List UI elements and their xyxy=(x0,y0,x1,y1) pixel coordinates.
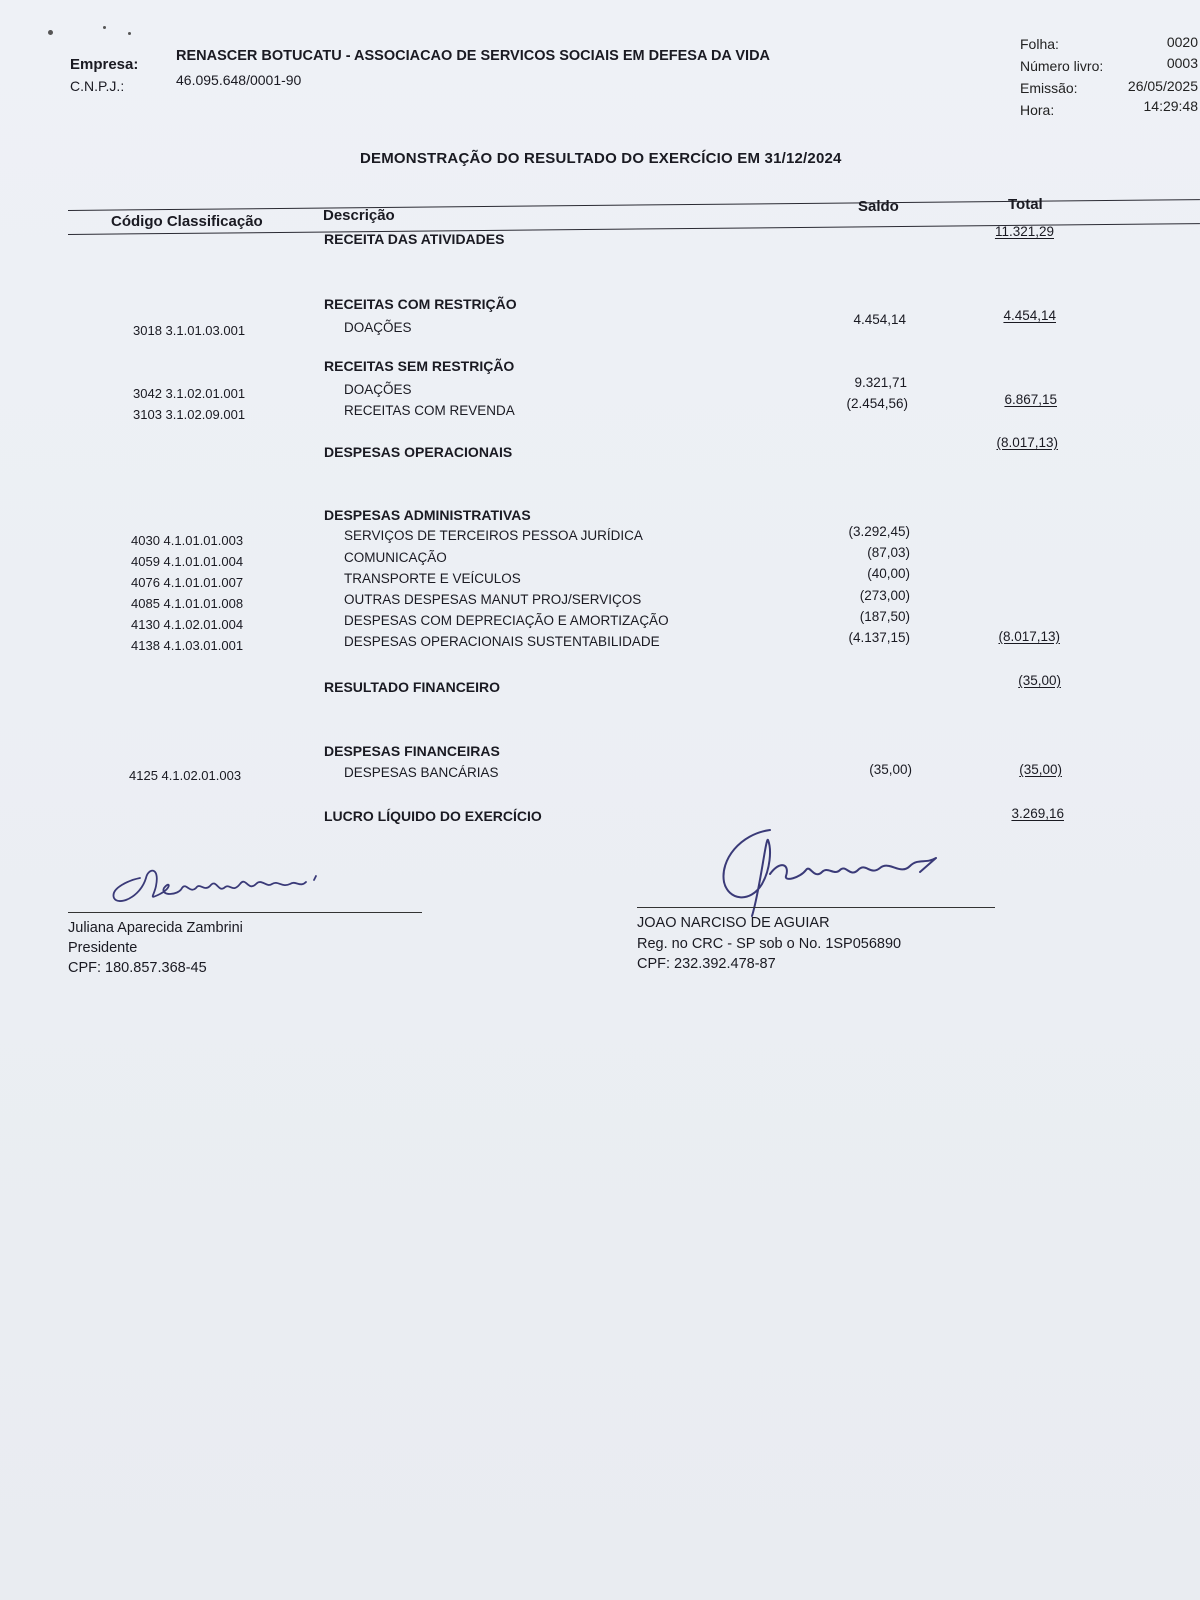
section-receitas-sem-restricao: RECEITAS SEM RESTRIÇÃO xyxy=(324,358,515,374)
total-lucro-liquido: 3.269,16 xyxy=(1011,806,1064,821)
total-despesas-financeiras: (35,00) xyxy=(1019,762,1062,777)
row-desc: DESPESAS OPERACIONAIS SUSTENTABILIDADE xyxy=(344,634,660,649)
row-desc: DOAÇÕES xyxy=(344,382,412,397)
livro-label: Número livro: xyxy=(1020,58,1104,74)
row-code: 3042 3.1.02.01.001 xyxy=(133,386,246,401)
row-saldo: (2.454,56) xyxy=(846,396,908,411)
row-desc: OUTRAS DESPESAS MANUT PROJ/SERVIÇOS xyxy=(344,592,642,607)
section-receita-atividades: RECEITA DAS ATIVIDADES xyxy=(324,231,505,247)
row-desc: DESPESAS BANCÁRIAS xyxy=(344,765,499,780)
row-saldo: (87,03) xyxy=(867,545,910,560)
row-saldo: 4.454,14 xyxy=(853,312,906,327)
row-saldo: (187,50) xyxy=(859,609,910,624)
row-code: 3103 3.1.02.09.001 xyxy=(133,407,246,422)
row-desc: TRANSPORTE E VEÍCULOS xyxy=(344,571,521,586)
row-code: 4130 4.1.02.01.004 xyxy=(131,617,244,632)
row-code: 3018 3.1.01.03.001 xyxy=(133,323,246,338)
signature-line-left xyxy=(68,912,422,913)
signature-line-right xyxy=(637,907,995,908)
row-code: 4125 4.1.02.01.003 xyxy=(129,768,242,783)
signer-left-role: Presidente xyxy=(68,940,138,956)
row-saldo: (40,00) xyxy=(867,566,910,581)
row-desc: COMUNICAÇÃO xyxy=(344,550,447,565)
section-lucro-liquido: LUCRO LÍQUIDO DO EXERCÍCIO xyxy=(324,808,542,824)
hora-label: Hora: xyxy=(1020,102,1055,118)
cnpj-label: C.N.P.J.: xyxy=(70,78,125,94)
row-desc: DESPESAS COM DEPRECIAÇÃO E AMORTIZAÇÃO xyxy=(344,613,669,628)
row-code: 4076 4.1.01.01.007 xyxy=(131,575,244,590)
total-despesas-administrativas: (8.017,13) xyxy=(998,629,1060,644)
folha-label: Folha: xyxy=(1020,36,1059,52)
row-saldo: (35,00) xyxy=(869,762,912,777)
column-saldo: Saldo xyxy=(858,198,899,215)
empresa-label: Empresa: xyxy=(70,56,139,73)
signer-left-cpf: CPF: 180.857.368-45 xyxy=(68,960,207,976)
signature-left-icon xyxy=(100,858,340,918)
total-receita-atividades: 11.321,29 xyxy=(994,224,1054,239)
row-saldo: (4.137,15) xyxy=(848,630,910,645)
signer-left-name: Juliana Aparecida Zambrini xyxy=(68,920,243,936)
total-despesas-operacionais: (8.017,13) xyxy=(996,435,1058,450)
signer-right-reg: Reg. no CRC - SP sob o No. 1SP056890 xyxy=(637,936,902,952)
section-receitas-com-restricao: RECEITAS COM RESTRIÇÃO xyxy=(324,296,517,312)
section-despesas-financeiras: DESPESAS FINANCEIRAS xyxy=(324,743,500,759)
column-total: Total xyxy=(1008,196,1043,213)
signer-right-cpf: CPF: 232.392.478-87 xyxy=(637,956,776,972)
row-saldo: (273,00) xyxy=(859,588,910,603)
emissao-value: 26/05/2025 xyxy=(1127,78,1198,94)
row-desc: DOAÇÕES xyxy=(344,320,412,335)
section-despesas-operacionais: DESPESAS OPERACIONAIS xyxy=(324,444,513,460)
row-saldo: (3.292,45) xyxy=(848,524,910,539)
row-saldo: 9.321,71 xyxy=(854,375,907,390)
row-code: 4138 4.1.03.01.001 xyxy=(131,638,244,653)
row-code: 4030 4.1.01.01.003 xyxy=(131,533,244,548)
signer-right-name: JOAO NARCISO DE AGUIAR xyxy=(637,915,830,931)
column-codigo: Código Classificação xyxy=(111,213,263,230)
row-desc: SERVIÇOS DE TERCEIROS PESSOA JURÍDICA xyxy=(344,528,643,543)
section-despesas-administrativas: DESPESAS ADMINISTRATIVAS xyxy=(324,507,531,523)
column-descricao: Descrição xyxy=(323,207,395,224)
row-desc: RECEITAS COM REVENDA xyxy=(344,403,515,418)
document-title: DEMONSTRAÇÃO DO RESULTADO DO EXERCÍCIO EM 31/12/2024 xyxy=(360,150,842,167)
emissao-label: Emissão: xyxy=(1020,80,1078,96)
row-code: 4085 4.1.01.01.008 xyxy=(131,596,244,611)
livro-value: 0003 xyxy=(1166,55,1198,71)
total-receitas-sem-restricao: 6.867,15 xyxy=(1004,392,1057,407)
total-resultado-financeiro: (35,00) xyxy=(1018,673,1061,688)
section-resultado-financeiro: RESULTADO FINANCEIRO xyxy=(324,679,501,695)
folha-value: 0020 xyxy=(1166,34,1198,50)
hora-value: 14:29:48 xyxy=(1143,98,1198,114)
row-code: 4059 4.1.01.01.004 xyxy=(131,554,244,569)
cnpj-value: 46.095.648/0001-90 xyxy=(176,72,302,88)
empresa-name: RENASCER BOTUCATU - ASSOCIACAO DE SERVICOS SOCIAIS EM DEFESA DA VIDA xyxy=(176,48,771,64)
total-receitas-com-restricao: 4.454,14 xyxy=(1003,308,1056,323)
